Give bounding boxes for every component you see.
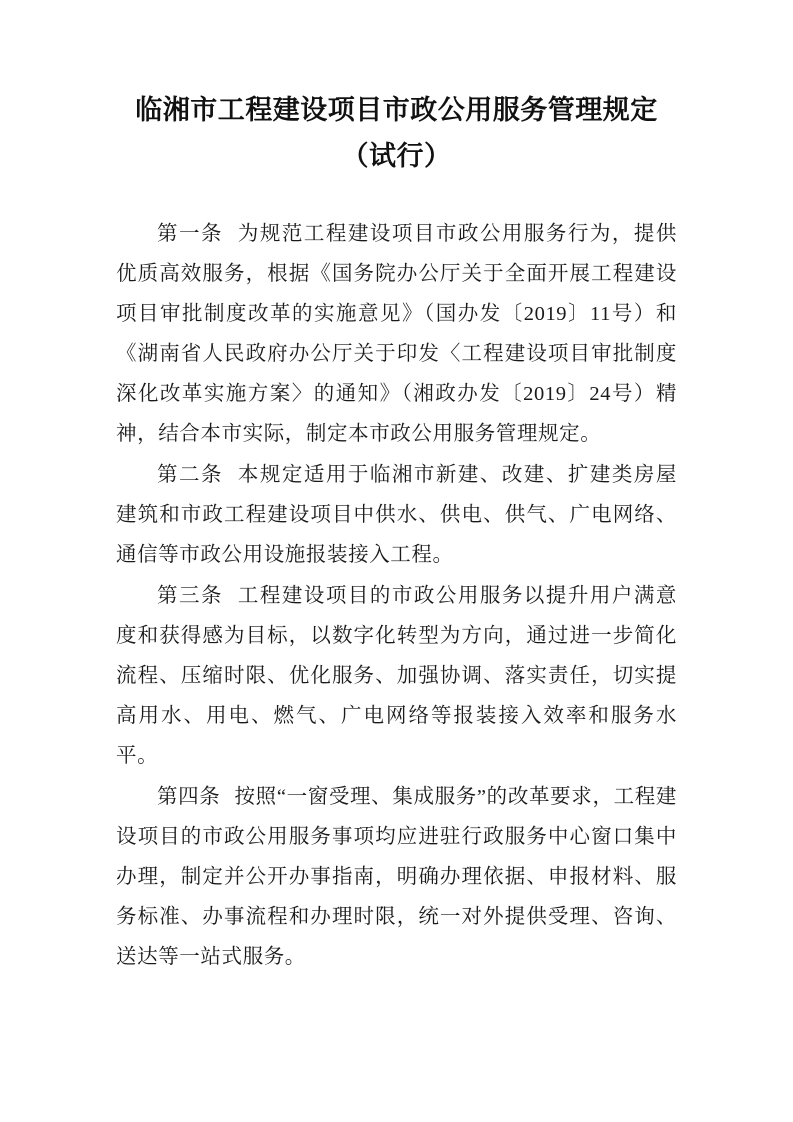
article-label-1: 第一条 xyxy=(157,223,223,245)
article-text-2: 本规定适用于临湘市新建、改建、扩建类房屋建筑和市政工程建设项目中供水、供电、供气、广电网络、通信等市政公用设施报装接入工程。 xyxy=(116,464,677,566)
article-label-4: 第四条 xyxy=(157,786,221,808)
paragraph-article-3 xyxy=(116,576,677,776)
article-text-4: 按照“一窗受理、集成服务”的改革要求，工程建设项目的市政公用服务事项均应进驻行政服务中心窗口集中办理，制定并公开办事指南，明确办理依据、申报材料、服务标准、办事流程和办理时限，统一对外提供受理、咨询、送达等一站式服务。 xyxy=(116,786,677,968)
page-title: 临湘市工程建设项目市政公用服务管理规定（试行） xyxy=(135,95,658,172)
article-text-3: 工程建设项目的市政公用服务以提升用户满意度和获得感为目标，以数字化转型为方向，通过进一步简化流程、压缩时限、优化服务、加强协调、落实责任，切实提高用水、用电、燃气、广电网络等报装接入效率和服务水平。 xyxy=(116,585,677,767)
article-text-1: 为规范工程建设项目市政公用服务行为，提供优质高效服务，根据《国务院办公厅关于全面开展工程建设项目审批制度改革的实施意见》（国办发〔2019〕11号）和《湖南省人民政府办公厅关于印发〈工程建设项目审批制度深化改革实施方案〉的通知》（湘政办发〔2019〕24号）精神，结合本市实际，制定本市政公用服务管理规定。 xyxy=(116,223,677,445)
paragraph-article-4 xyxy=(116,777,677,977)
paragraph-article-2 xyxy=(116,455,677,575)
paragraph-article-1 xyxy=(116,214,677,454)
document-body xyxy=(116,214,677,977)
article-label-3: 第三条 xyxy=(157,585,223,607)
article-label-2: 第二条 xyxy=(157,464,223,486)
